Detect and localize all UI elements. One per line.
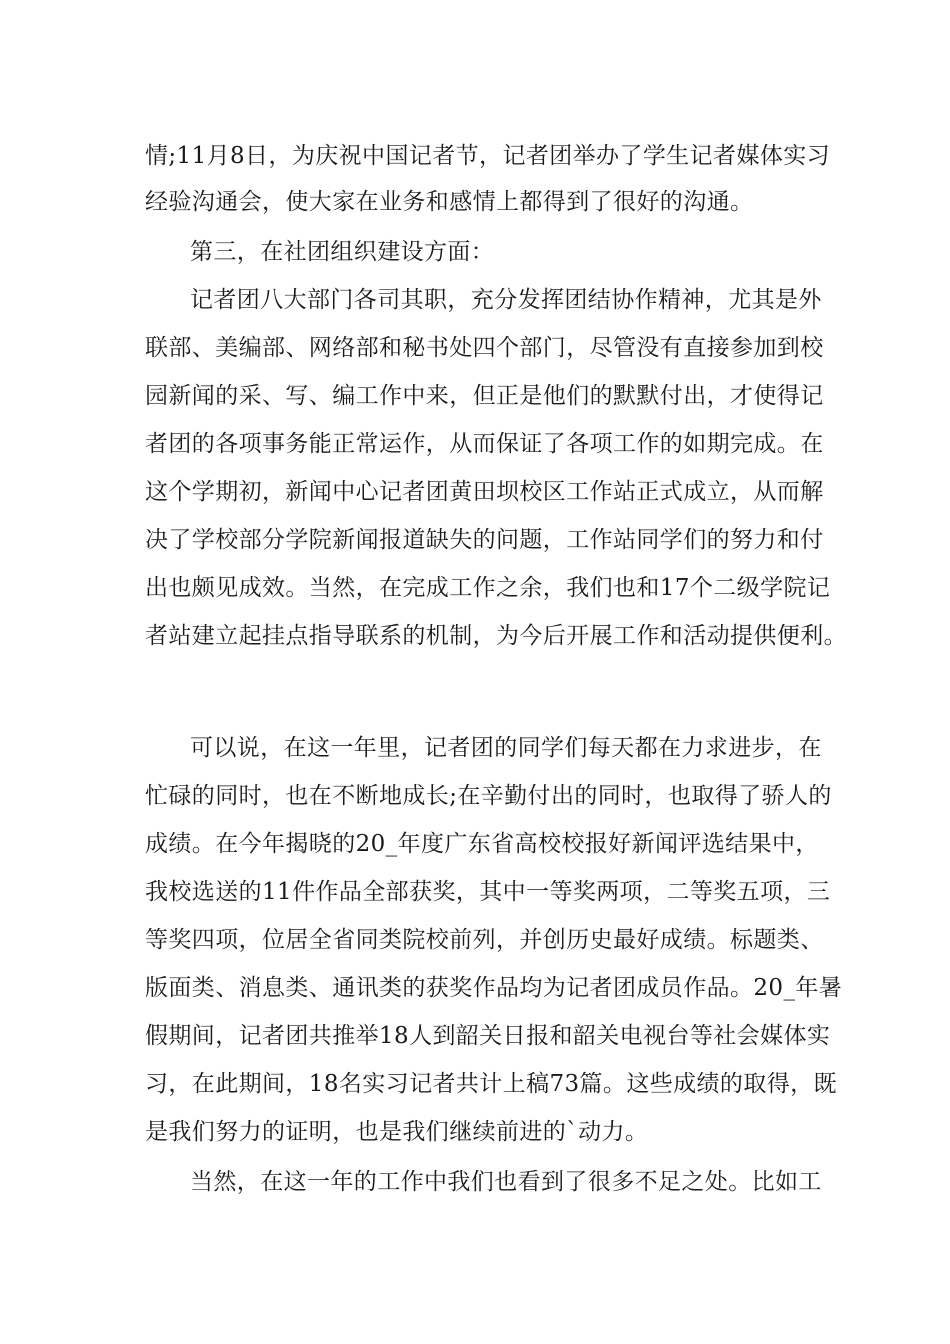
text-line: 成绩。在今年揭晓的20_年度广东省高校校报好新闻评选结果中，	[145, 831, 819, 857]
text-line: 联部、美编部、网络部和秘书处四个部门，尽管没有直接参加到校	[145, 335, 824, 361]
text-line: 假期间，记者团共推举18人到韶关日报和韶关电视台等社会媒体实	[145, 1023, 831, 1049]
text-line: 这个学期初，新闻中心记者团黄田坝校区工作站正式成立，从而解	[145, 479, 824, 505]
text-line: 我校选送的11件作品全部获奖，其中一等奖两项，二等奖五项，三	[145, 879, 831, 905]
text-line: 决了学校部分学院新闻报道缺失的问题，工作站同学们的努力和付	[145, 527, 824, 553]
section-heading: 第三，在社团组织建设方面：	[190, 239, 495, 265]
text-line: 习，在此期间，18名实习记者共计上稿73篇。这些成绩的取得，既	[145, 1071, 837, 1097]
text-line: 当然，在这一年的工作中我们也看到了很多不足之处。比如工	[190, 1169, 822, 1195]
text-line: 园新闻的采、写、编工作中来，但正是他们的默默付出，才使得记	[145, 383, 824, 409]
text-line: 记者团八大部门各司其职，充分发挥团结协作精神，尤其是外	[190, 287, 822, 313]
text-line: 情;11月8日，为庆祝中国记者节，记者团举办了学生记者媒体实习	[145, 143, 831, 169]
text-line: 者团的各项事务能正常运作，从而保证了各项工作的如期完成。在	[145, 431, 824, 457]
text-line: 是我们努力的证明，也是我们继续前进的`动力。	[145, 1119, 649, 1145]
text-line: 出也颇见成效。当然，在完成工作之余，我们也和17个二级学院记	[145, 575, 831, 601]
text-line: 忙碌的同时，也在不断地成长;在辛勤付出的同时，也取得了骄人的	[145, 783, 832, 809]
text-line: 经验沟通会，使大家在业务和感情上都得到了很好的沟通。	[145, 189, 754, 215]
text-line: 可以说，在这一年里，记者团的同学们每天都在力求进步，在	[190, 735, 822, 761]
text-line: 等奖四项，位居全省同类院校前列，并创历史最好成绩。标题类、	[145, 927, 824, 953]
text-line: 者站建立起挂点指导联系的机制，为今后开展工作和活动提供便利。	[145, 623, 847, 649]
text-line: 版面类、消息类、通讯类的获奖作品均为记者团成员作品。20_年暑	[145, 975, 843, 1001]
